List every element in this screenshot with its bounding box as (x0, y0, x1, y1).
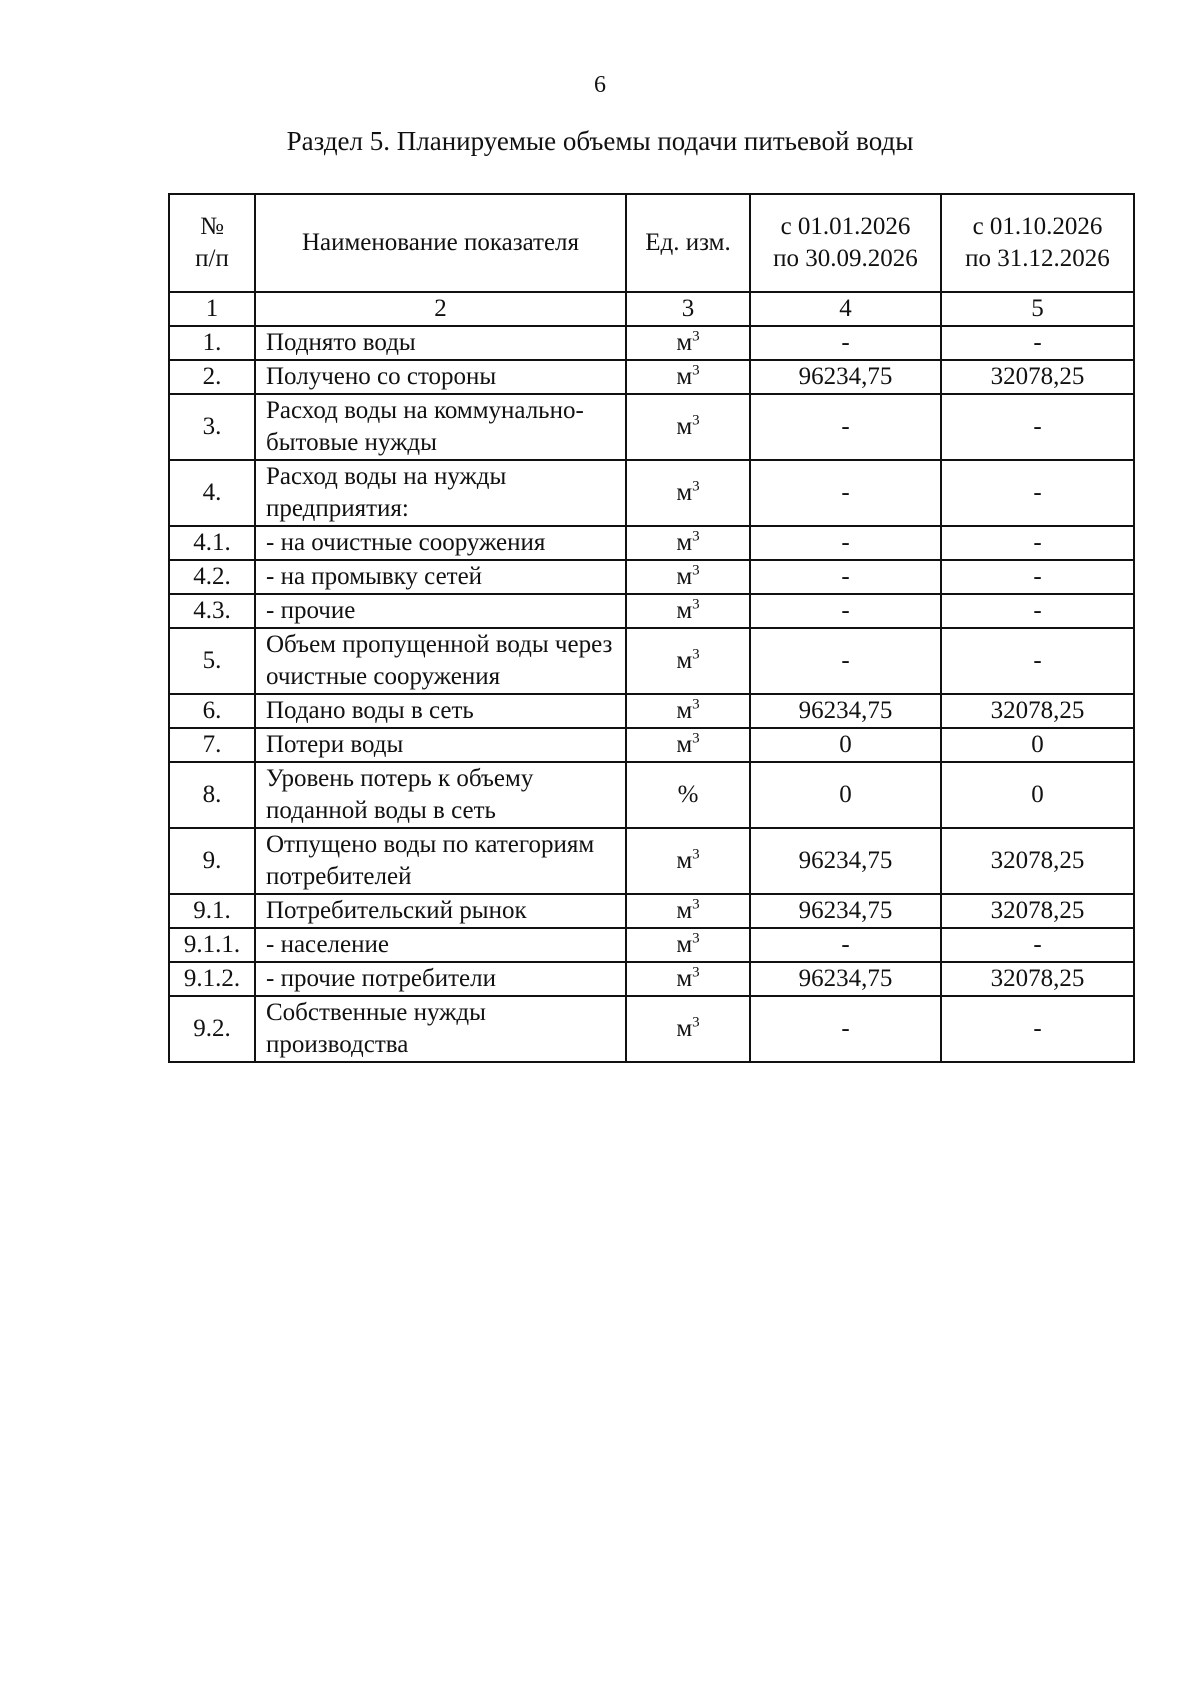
value-cell-period-2: 32078,25 (941, 360, 1134, 394)
header-line: Наименование показателя (301, 229, 580, 256)
value-cell-period-2: - (941, 326, 1134, 360)
row-number-cell: 9.1. (169, 894, 255, 928)
unit-superscript: 3 (692, 846, 700, 863)
unit-text: м (676, 897, 693, 924)
unit-cell (626, 996, 750, 1062)
unit-text: м (676, 529, 693, 556)
unit-cell (626, 828, 750, 894)
indicator-name-cell: Потери воды (255, 728, 626, 762)
row-number-cell: 9. (169, 828, 255, 894)
table-row (169, 894, 1134, 928)
column-index-cell: 2 (255, 292, 626, 326)
unit-text: м (676, 931, 693, 958)
header-cell-name (255, 194, 626, 292)
table-row (169, 560, 1134, 594)
unit-superscript: 3 (692, 596, 700, 613)
unit-cell (626, 560, 750, 594)
header-line: с 01.10.2026 (972, 213, 1103, 240)
value-cell-period-1: - (750, 460, 941, 526)
header-cell-period-1 (750, 194, 941, 292)
unit-cell (626, 962, 750, 996)
header-line: с 01.01.2026 (780, 213, 911, 240)
value-cell-period-1: 0 (750, 728, 941, 762)
value-cell-period-1: 96234,75 (750, 360, 941, 394)
unit-superscript: 3 (692, 1014, 700, 1031)
row-number-cell: 9.1.1. (169, 928, 255, 962)
row-number-cell: 1. (169, 326, 255, 360)
unit-text: м (676, 563, 693, 590)
value-cell-period-1: - (750, 928, 941, 962)
indicator-name-cell: - на промывку сетей (255, 560, 626, 594)
table-row (169, 594, 1134, 628)
unit-superscript: 3 (692, 964, 700, 981)
unit-superscript: 3 (692, 412, 700, 429)
unit-superscript: 3 (692, 696, 700, 713)
column-index-cell: 5 (941, 292, 1134, 326)
indicator-name-cell: Потребительский рынок (255, 894, 626, 928)
value-cell-period-1: - (750, 996, 941, 1062)
header-line: по 31.12.2026 (965, 245, 1110, 272)
value-cell-period-2: - (941, 928, 1134, 962)
value-cell-period-2: - (941, 628, 1134, 694)
value-cell-period-1: 96234,75 (750, 694, 941, 728)
value-cell-period-1: - (750, 560, 941, 594)
indicator-name-cell: Расход воды на нужды предприятия: (255, 460, 626, 526)
unit-text: м (676, 329, 693, 356)
row-number-cell: 7. (169, 728, 255, 762)
indicator-name-cell: Отпущено воды по категориям потребителей (255, 828, 626, 894)
table-row (169, 962, 1134, 996)
value-cell-period-2: - (941, 996, 1134, 1062)
indicator-name-cell: Получено со стороны (255, 360, 626, 394)
table-row (169, 394, 1134, 460)
unit-cell (626, 460, 750, 526)
indicator-name-cell: - прочие (255, 594, 626, 628)
table-row (169, 628, 1134, 694)
unit-superscript: 3 (692, 562, 700, 579)
unit-superscript: 3 (692, 362, 700, 379)
unit-cell (626, 526, 750, 560)
table-row (169, 694, 1134, 728)
row-number-cell: 8. (169, 762, 255, 828)
row-number-cell: 5. (169, 628, 255, 694)
table-body (169, 326, 1134, 1062)
unit-cell (626, 360, 750, 394)
column-index-cell: 1 (169, 292, 255, 326)
table-row (169, 928, 1134, 962)
row-number-cell: 6. (169, 694, 255, 728)
unit-superscript: 3 (692, 896, 700, 913)
indicator-name-cell: Расход воды на коммунально-бытовые нужды (255, 394, 626, 460)
table-row (169, 728, 1134, 762)
row-number-cell: 4.1. (169, 526, 255, 560)
indicator-name-cell: Уровень потерь к объему поданной воды в сеть (255, 762, 626, 828)
value-cell-period-2: 32078,25 (941, 894, 1134, 928)
indicator-name-cell: - население (255, 928, 626, 962)
unit-text: % (677, 781, 699, 808)
unit-superscript: 3 (692, 730, 700, 747)
value-cell-period-2: - (941, 394, 1134, 460)
indicator-name-cell: - прочие потребители (255, 962, 626, 996)
table-row (169, 326, 1134, 360)
table-row (169, 526, 1134, 560)
indicator-name-cell: - на очистные сооружения (255, 526, 626, 560)
unit-text: м (676, 847, 693, 874)
indicator-name-cell: Подано воды в сеть (255, 694, 626, 728)
unit-cell (626, 894, 750, 928)
value-cell-period-2: - (941, 460, 1134, 526)
unit-superscript: 3 (692, 930, 700, 947)
row-number-cell: 4. (169, 460, 255, 526)
column-index-cell: 3 (626, 292, 750, 326)
row-number-cell: 3. (169, 394, 255, 460)
value-cell-period-1: - (750, 628, 941, 694)
table-row (169, 460, 1134, 526)
section-title: Раздел 5. Планируемые объемы подачи питьевой воды (286, 126, 914, 156)
row-number-cell: 9.1.2. (169, 962, 255, 996)
unit-text: м (676, 597, 693, 624)
unit-superscript: 3 (692, 328, 700, 345)
table-row (169, 828, 1134, 894)
header-line: Ед. изм. (645, 229, 731, 256)
table-header-row (169, 194, 1134, 292)
unit-text: м (676, 363, 693, 390)
unit-cell (626, 762, 750, 828)
header-cell-number (169, 194, 255, 292)
row-number-cell: 9.2. (169, 996, 255, 1062)
unit-text: м (676, 965, 693, 992)
unit-cell (626, 594, 750, 628)
value-cell-period-1: 96234,75 (750, 894, 941, 928)
unit-text: м (676, 1015, 693, 1042)
row-number-cell: 4.3. (169, 594, 255, 628)
value-cell-period-1: - (750, 594, 941, 628)
table-row (169, 996, 1134, 1062)
unit-cell (626, 694, 750, 728)
unit-text: м (676, 479, 693, 506)
indicator-name-cell: Поднято воды (255, 326, 626, 360)
header-line: № (200, 213, 224, 240)
value-cell-period-1: 0 (750, 762, 941, 828)
column-index-cell: 4 (750, 292, 941, 326)
unit-superscript: 3 (692, 478, 700, 495)
unit-cell (626, 394, 750, 460)
header-cell-period-2 (941, 194, 1134, 292)
unit-text: м (676, 731, 693, 758)
value-cell-period-2: - (941, 526, 1134, 560)
header-line: по 30.09.2026 (773, 245, 918, 272)
value-cell-period-2: 32078,25 (941, 694, 1134, 728)
value-cell-period-2: 32078,25 (941, 828, 1134, 894)
value-cell-period-2: 0 (941, 762, 1134, 828)
header-line: п/п (195, 245, 229, 272)
unit-text: м (676, 697, 693, 724)
row-number-cell: 4.2. (169, 560, 255, 594)
unit-superscript: 3 (692, 528, 700, 545)
value-cell-period-2: - (941, 560, 1134, 594)
indicator-name-cell: Объем пропущенной воды через очистные сооружения (255, 628, 626, 694)
column-index-row (169, 292, 1134, 326)
value-cell-period-1: 96234,75 (750, 828, 941, 894)
page-number: 6 (594, 72, 606, 98)
header-cell-unit (626, 194, 750, 292)
row-number-cell: 2. (169, 360, 255, 394)
value-cell-period-1: - (750, 526, 941, 560)
data-table (168, 193, 1135, 1063)
value-cell-period-2: - (941, 594, 1134, 628)
indicator-name-cell: Собственные нужды производства (255, 996, 626, 1062)
unit-text: м (676, 413, 693, 440)
value-cell-period-1: 96234,75 (750, 962, 941, 996)
unit-cell (626, 928, 750, 962)
value-cell-period-1: - (750, 394, 941, 460)
unit-cell (626, 326, 750, 360)
table-row (169, 762, 1134, 828)
unit-text: м (676, 647, 693, 674)
value-cell-period-2: 32078,25 (941, 962, 1134, 996)
unit-cell (626, 628, 750, 694)
table-row (169, 360, 1134, 394)
unit-superscript: 3 (692, 646, 700, 663)
value-cell-period-2: 0 (941, 728, 1134, 762)
unit-cell (626, 728, 750, 762)
value-cell-period-1: - (750, 326, 941, 360)
